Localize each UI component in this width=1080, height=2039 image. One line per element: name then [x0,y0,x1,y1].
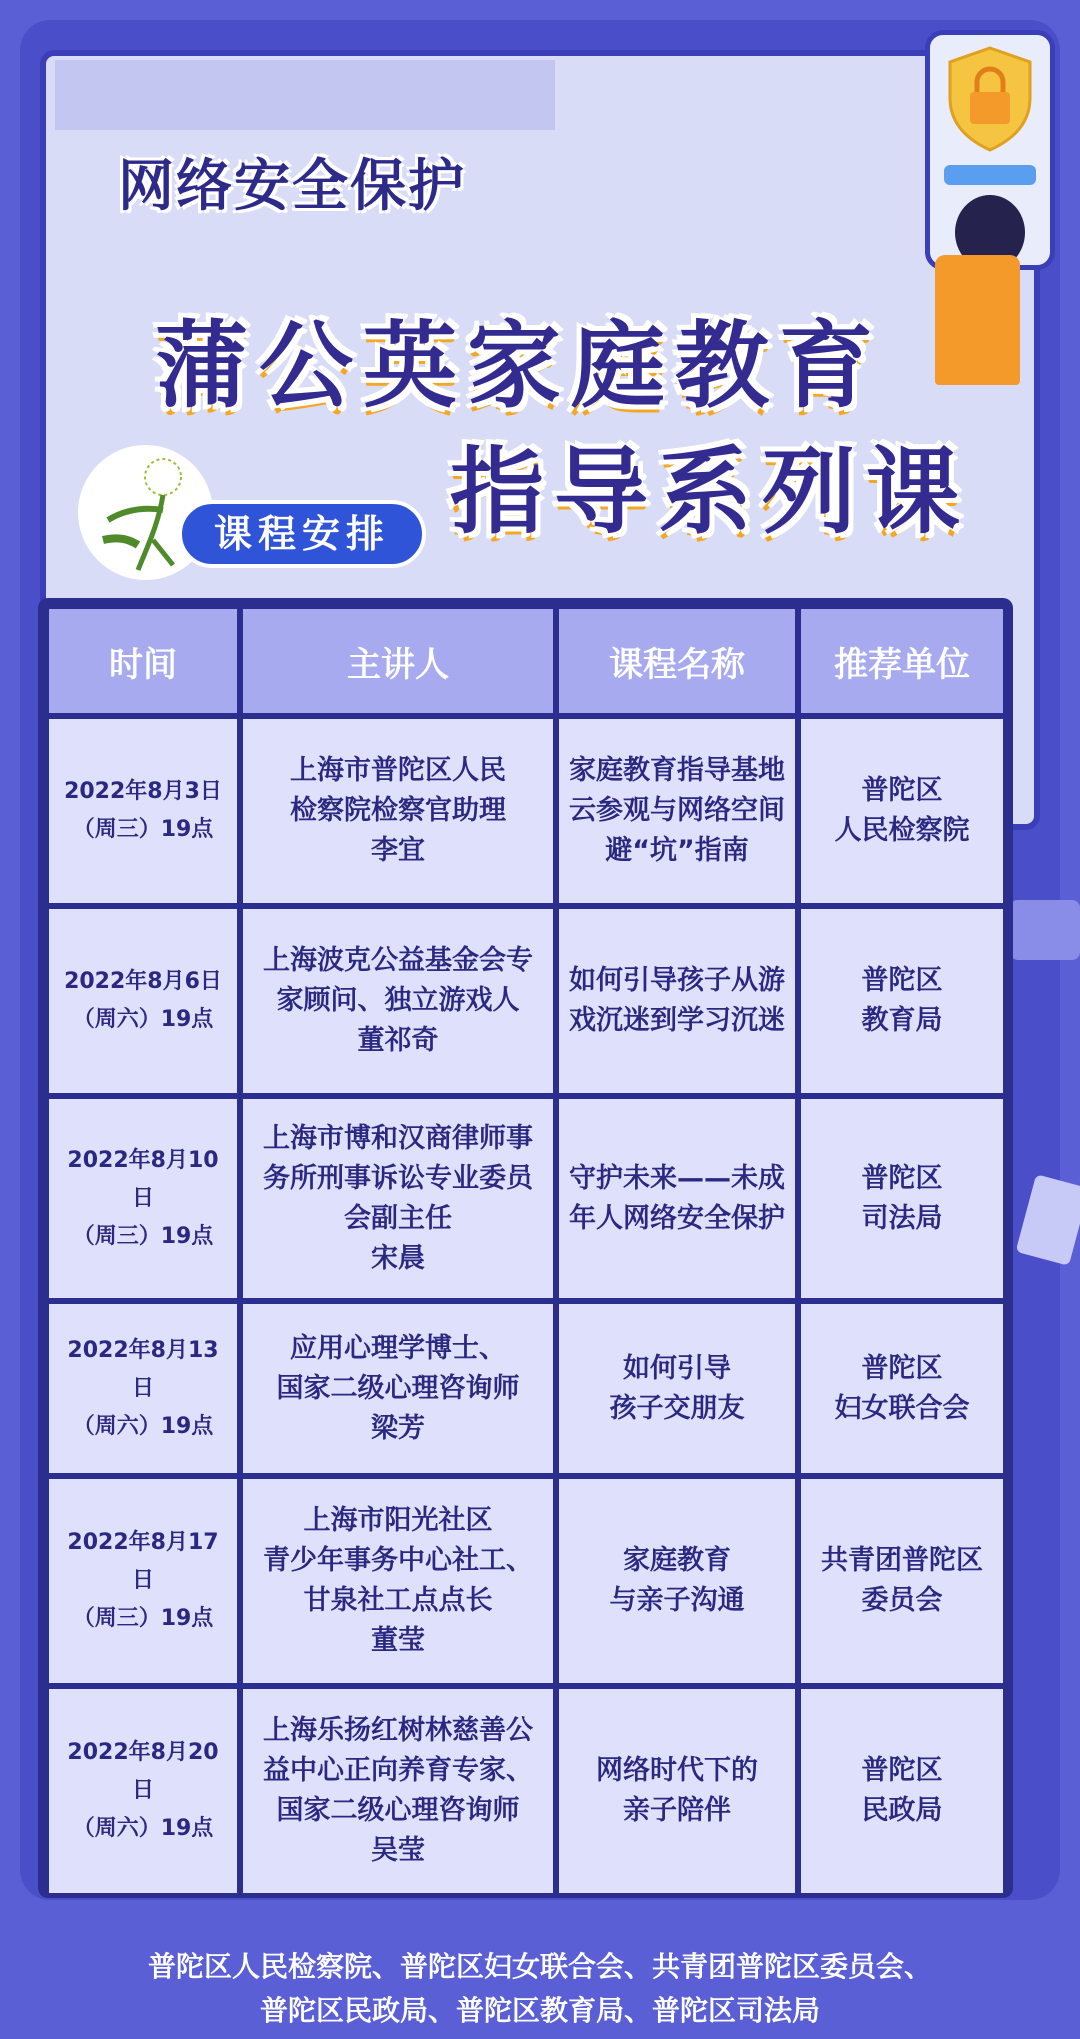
speaker-name: 梁芳 [371,1412,425,1444]
table-row [46,716,1006,906]
footer-line2: 普陀区民政局、普陀区教育局、普陀区司法局 [259,1994,820,2027]
course-line: 如何引导 [623,1352,731,1384]
unit-line: 共青团普陀区 [821,1545,983,1576]
table-row [46,1096,1006,1301]
unit-line: 普陀区 [861,965,943,996]
schedule-table [46,606,1006,1896]
course-cell [556,906,798,1096]
date-text: 2022年8月17日 [67,1530,219,1593]
course-line: 网络时代下的 [596,1755,758,1786]
speaker-cell [240,1096,556,1301]
unit-line: 民政局 [861,1795,943,1826]
course-line: 如何引导孩子从游 [569,965,785,996]
date-cell [46,906,240,1096]
screen-bar [55,60,555,130]
footer-line1: 普陀区人民检察院、普陀区妇女联合会、共青团普陀区委员会、 [147,1950,932,1983]
speaker-line: 青少年事务中心社工、 [263,1545,533,1576]
speaker-cell [240,716,556,906]
unit-line: 普陀区 [861,1162,943,1194]
unit-cell [798,1476,1006,1686]
course-line: 亲子陪伴 [623,1795,731,1826]
speaker-line: 上海市博和汉商律师事 [263,1122,533,1154]
course-cell [556,1686,798,1896]
table-row [46,906,1006,1096]
table-row [46,1476,1006,1686]
date-text: 2022年8月13日 [67,1337,219,1401]
speaker-cell [240,1686,556,1896]
date-cell [46,1096,240,1301]
unit-cell [798,716,1006,906]
speaker-line: 上海波克公益基金会专 [263,945,533,976]
speaker-line: 会副主任 [344,1202,452,1234]
weekday-time-text: （周三）19点 [72,1606,214,1631]
table-row [46,1686,1006,1896]
unit-line: 委员会 [861,1585,943,1616]
course-line: 与亲子沟通 [609,1585,745,1616]
course-cell [556,1476,798,1686]
schedule-badge: 课程安排 [178,500,426,568]
speaker-line: 上海市普陀区人民 [290,755,506,786]
speaker-line: 家顾问、独立游戏人 [276,985,520,1016]
course-cell [556,1301,798,1476]
speaker-line: 应用心理学博士、 [290,1332,506,1364]
unit-line: 普陀区 [861,1755,943,1786]
speaker-line: 上海乐扬红树林慈善公 [263,1715,533,1746]
header-speaker: 主讲人 [240,606,556,716]
unit-line: 教育局 [861,1005,943,1036]
speaker-cell [240,906,556,1096]
date-cell [46,1301,240,1476]
unit-line: 司法局 [861,1202,943,1234]
speaker-name: 李宜 [371,835,425,866]
speaker-name: 董祁奇 [357,1025,439,1056]
date-cell [46,1476,240,1686]
course-line: 家庭教育指导基地 [569,755,785,786]
course-line: 年人网络安全保护 [569,1202,785,1234]
date-cell [46,1686,240,1896]
unit-cell [798,906,1006,1096]
course-line: 守护未来——未成 [569,1162,785,1194]
date-cell [46,716,240,906]
course-line: 云参观与网络空间 [569,795,785,826]
weekday-time-text: （周三）19点 [72,817,214,842]
date-text: 2022年8月6日 [64,969,222,994]
course-cell [556,716,798,906]
weekday-time-text: （周三）19点 [72,1223,214,1249]
unit-line: 普陀区 [861,775,943,806]
header-course: 课程名称 [556,606,798,716]
course-line: 家庭教育 [623,1545,731,1576]
unit-cell [798,1096,1006,1301]
speaker-cell [240,1301,556,1476]
speaker-line: 国家二级心理咨询师 [276,1795,520,1826]
course-line: 避“坑”指南 [605,835,749,866]
unit-cell [798,1301,1006,1476]
header-unit: 推荐单位 [798,606,1006,716]
date-text: 2022年8月20日 [67,1740,219,1803]
main-title-line1: 蒲公英家庭教育 [155,312,884,421]
speaker-line: 务所刑事诉讼专业委员 [263,1162,533,1194]
table-row [46,1301,1006,1476]
kicker-title: 网络安全保护 [118,154,466,219]
phone-button [944,165,1036,185]
decoration-card [1010,900,1080,960]
course-line: 孩子交朋友 [609,1392,745,1424]
girl-illustration-dress [935,255,1020,385]
unit-cell [798,1686,1006,1896]
date-text: 2022年8月3日 [64,779,222,804]
speaker-line: 甘泉社工点点长 [303,1585,493,1616]
speaker-line: 益中心正向养育专家、 [263,1755,533,1786]
course-cell [556,1096,798,1301]
weekday-time-text: （周六）19点 [72,1816,214,1841]
main-title-line2: 指导系列课 [450,438,971,547]
speaker-cell [240,1476,556,1686]
speaker-line: 上海市阳光社区 [303,1505,493,1536]
speaker-name: 董莹 [371,1625,425,1656]
unit-line: 普陀区 [861,1352,943,1384]
date-text: 2022年8月10日 [67,1147,219,1211]
weekday-time-text: （周六）19点 [72,1007,214,1032]
table-header-row [46,606,1006,716]
speaker-name: 吴莹 [371,1835,425,1866]
speaker-line: 检察院检察官助理 [290,795,506,826]
weekday-time-text: （周六）19点 [72,1413,214,1439]
unit-line: 人民检察院 [834,815,970,846]
speaker-line: 国家二级心理咨询师 [276,1372,520,1404]
unit-line: 妇女联合会 [834,1392,970,1424]
speaker-name: 宋晨 [371,1242,425,1274]
organizers-footer [0,1945,1080,2033]
header-time: 时间 [46,606,240,716]
lock-icon [930,40,1050,160]
course-line: 戏沉迷到学习沉迷 [569,1005,785,1036]
